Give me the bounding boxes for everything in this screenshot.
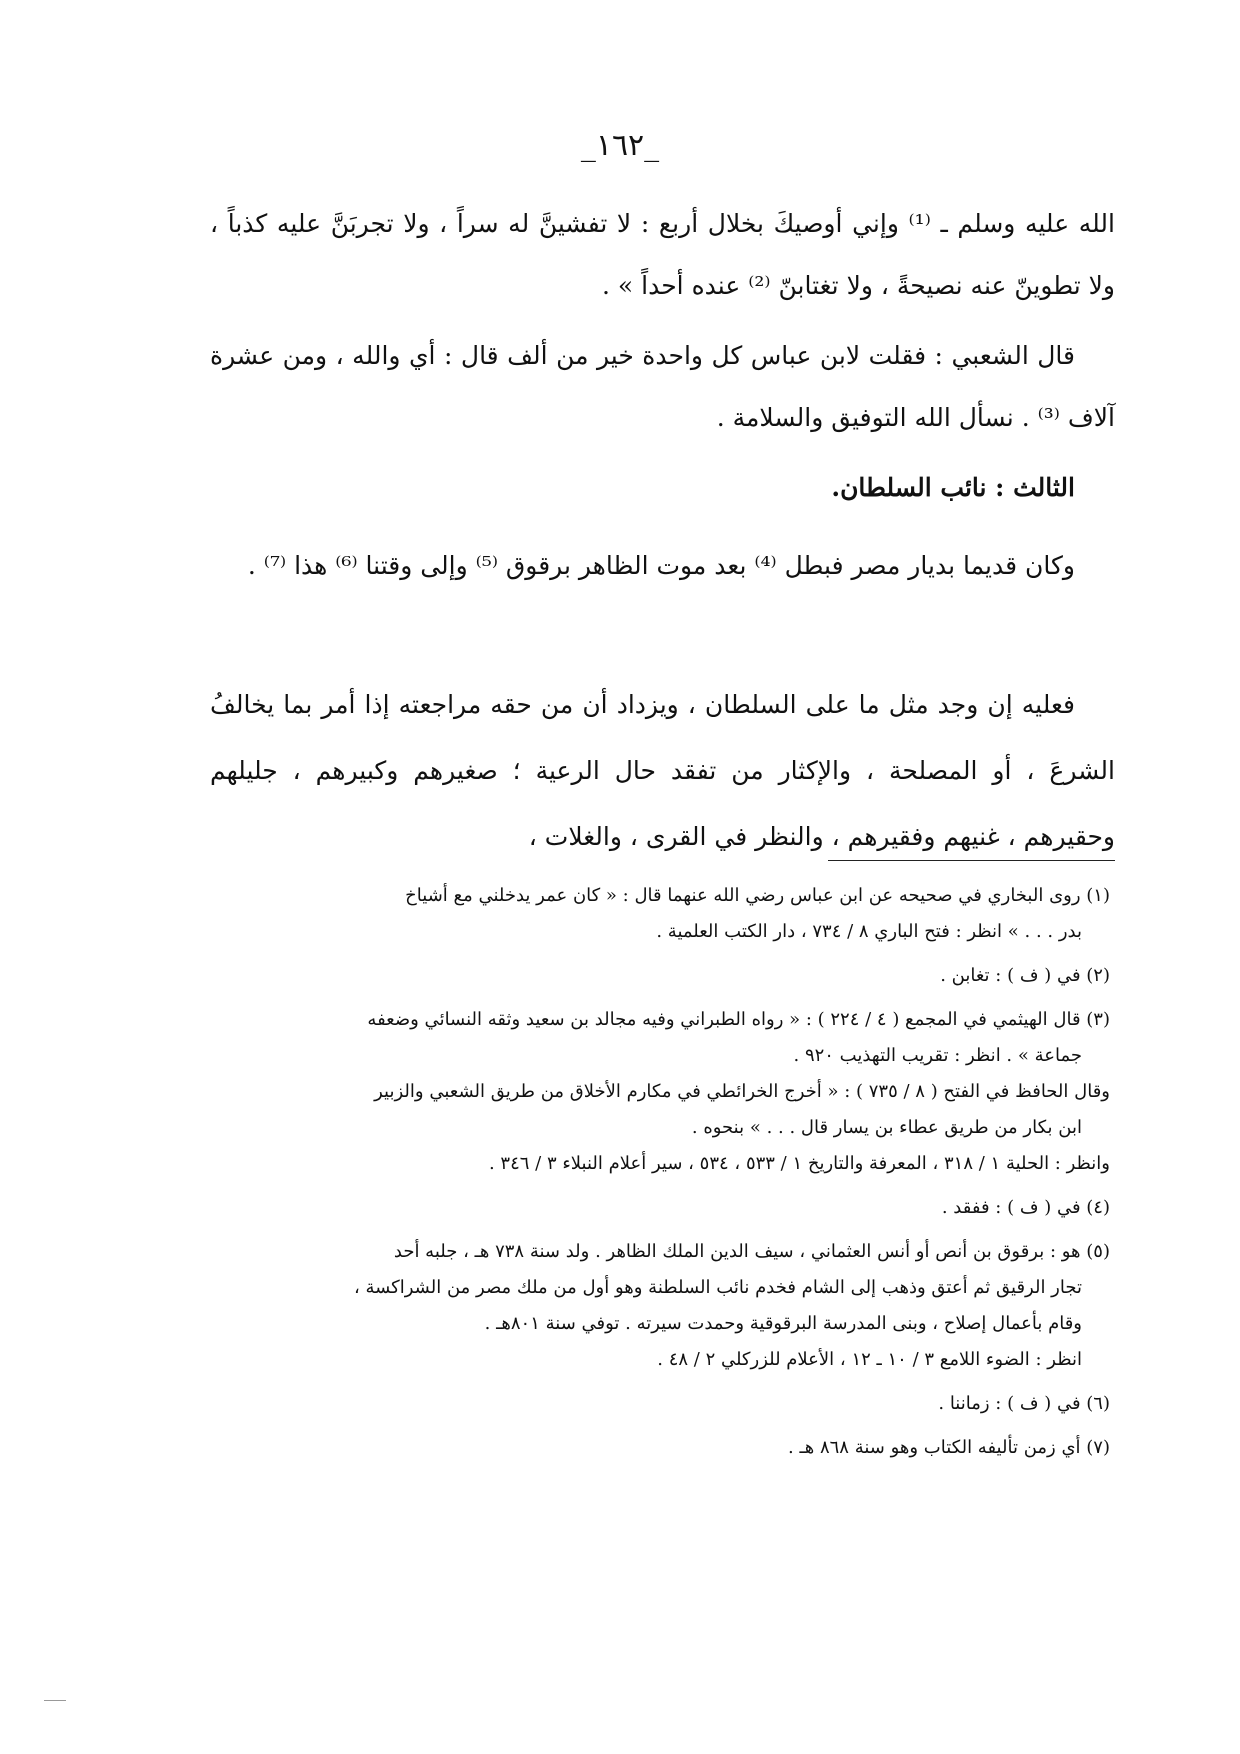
footnote-4-text: (٤) في ( ف ) : ففقد . [941,1197,1110,1218]
footnote-3-line-3: وقال الحافظ في الفتح ( ٨ / ٧٣٥ ) : « أخرج الخرائطي في مكارم الأخلاق من طريق الشعبي والزبير [374,1081,1110,1102]
footnote-5-line-1: (٥) هو : برقوق بن أنص أو أنس العثماني ، سيف الدين الملك الظاهر . ولد سنة ٧٣٨ هـ ، جلبه أحد [393,1241,1110,1262]
footnote-5-line-3: وقام بأعمال إصلاح ، وبنى المدرسة البرقوقية وحمدت سيرته . توفي سنة ٨٠١هـ . [484,1313,1082,1334]
section-heading: الثالث : نائب السلطان. [831,473,1075,502]
footnote-6-text: (٦) في ( ف ) : زماننا . [938,1393,1110,1414]
footnote-1-line-2: بدر . . . » انظر : فتح الباري ٨ / ٧٣٤ ، دار الكتب العلمية . [656,921,1082,942]
footnotes [175,878,1110,1474]
footnote-5 [175,1234,1110,1378]
footnote-divider [828,860,1115,861]
scan-mark [44,1700,66,1701]
footnote-7 [175,1430,1110,1466]
footnote-3 [175,1002,1110,1182]
paragraph-4: فعليه إن وجد مثل ما على السلطان ، ويزداد أن من حقه مراجعته إذا أمر بما يخالفُ الشرعَ ، أو المصلحة ، والإكثار من تفقد حال الرعية ؛ صغيرهم وكبيرهم ، جليلهم وحقيرهم ، غنيهم وفقيرهم ، والنظر في القرى ، والغلات ، [210,690,1115,851]
footnote-2 [175,958,1110,994]
footnote-3-line-5: وانظر : الحلية ١ / ٣١٨ ، المعرفة والتاريخ ١ / ٥٣٣ ، ٥٣٤ ، سير أعلام النبلاء ٣ / ٣٤٦ . [488,1153,1110,1174]
page-number: _١٦٢_ [580,128,660,163]
footnote-1 [175,878,1110,950]
footnote-6 [175,1386,1110,1422]
paragraph-3: وكان قديما بديار مصر فبطل ⁽⁴⁾ بعد موت الظاهر برقوق ⁽⁵⁾ وإلى وقتنا ⁽⁶⁾ هذا ⁽⁷⁾ . [247,551,1075,580]
paragraph-2: قال الشعبي : فقلت لابن عباس كل واحدة خير من ألف قال : أي والله ، ومن عشرة آلاف ⁽³⁾ . نسأل الله التوفيق والسلامة . [210,341,1115,432]
footnote-4 [175,1190,1110,1226]
footnote-5-line-4: انظر : الضوء اللامع ٣ / ١٠ ـ ١٢ ، الأعلام للزركلي ٢ / ٤٨ . [657,1349,1082,1370]
footnote-1-line-1: (١) روى البخاري في صحيحه عن ابن عباس رضي الله عنهما قال : « كان عمر يدخلني مع أشياخ [405,885,1110,906]
footnote-3-line-2: جماعة » . انظر : تقريب التهذيب ٩٢٠ . [793,1045,1082,1066]
footnote-2-text: (٢) في ( ف ) : تغابن . [940,965,1110,986]
footnote-3-line-1: (٣) قال الهيثمي في المجمع ( ٤ / ٢٢٤ ) : « رواه الطبراني وفيه مجالد بن سعيد وثقه النسائي وضعفه [367,1009,1110,1030]
footnote-7-text: (٧) أي زمن تأليفه الكتاب وهو سنة ٨٦٨ هـ . [788,1437,1110,1458]
paragraph-1: الله عليه وسلم ـ ⁽¹⁾ وإني أوصيكَ بخلال أربع : لا تفشينَّ له سراً ، ولا تجربَنَّ عليه كذباً ، ولا تطوينّ عنه نصيحةً ، ولا تغتابنّ ⁽²⁾ عنده أحداً » . [210,209,1115,300]
footnote-5-line-2: تجار الرقيق ثم أعتق وذهب إلى الشام فخدم نائب السلطنة وهو أول من ملك مصر من الشراكسة ، [353,1277,1082,1298]
footnote-3-line-4: ابن بكار من طريق عطاء بن يسار قال . . . » بنحوه . [691,1117,1082,1138]
